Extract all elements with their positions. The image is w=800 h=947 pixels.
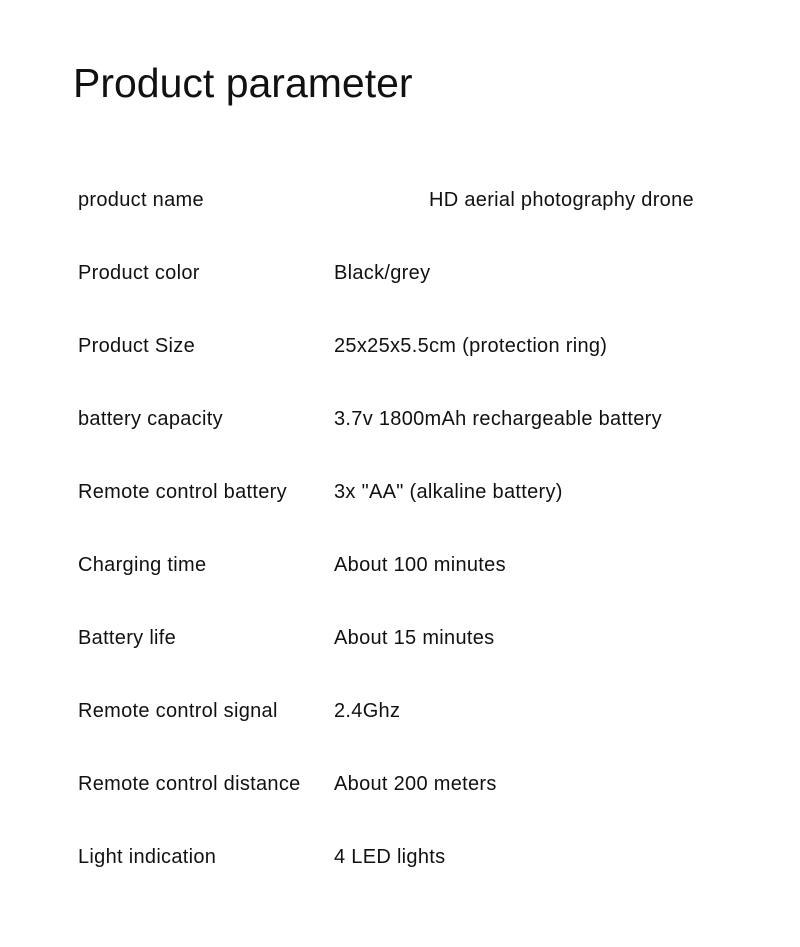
parameter-value: 3.7v 1800mAh rechargeable battery bbox=[334, 408, 662, 430]
parameter-label: Light indication bbox=[78, 846, 217, 868]
parameter-label: Product color bbox=[78, 262, 200, 284]
parameter-value: About 200 meters bbox=[334, 773, 497, 795]
parameter-row-light-indication bbox=[78, 835, 738, 908]
parameter-label: Battery life bbox=[78, 627, 177, 649]
parameter-label: Remote control battery bbox=[78, 481, 287, 503]
parameter-value: About 100 minutes bbox=[334, 554, 506, 576]
parameter-row-product-name bbox=[78, 178, 738, 251]
parameter-value: 2.4Ghz bbox=[334, 700, 401, 722]
parameter-row-charging-time bbox=[78, 543, 738, 616]
parameter-row-remote-control-battery bbox=[78, 470, 738, 543]
parameter-table bbox=[78, 178, 738, 908]
parameter-label: product name bbox=[78, 189, 204, 211]
parameter-row-battery-life bbox=[78, 616, 738, 689]
parameter-label: Product Size bbox=[78, 335, 195, 357]
parameter-label: Charging time bbox=[78, 554, 207, 576]
parameter-row-remote-control-distance bbox=[78, 762, 738, 835]
parameter-row-battery-capacity bbox=[78, 397, 738, 470]
parameter-value: About 15 minutes bbox=[334, 627, 495, 649]
parameter-value: 3x "AA" (alkaline battery) bbox=[334, 481, 563, 503]
parameter-value: Black/grey bbox=[334, 262, 431, 284]
parameter-label: battery capacity bbox=[78, 408, 223, 430]
parameter-value: HD aerial photography drone bbox=[429, 189, 694, 211]
page-title: Product parameter bbox=[73, 60, 413, 106]
parameter-label: Remote control distance bbox=[78, 773, 301, 795]
parameter-row-product-size bbox=[78, 324, 738, 397]
parameter-row-product-color bbox=[78, 251, 738, 324]
parameter-value: 4 LED lights bbox=[334, 846, 446, 868]
parameter-row-remote-control-signal bbox=[78, 689, 738, 762]
parameter-label: Remote control signal bbox=[78, 700, 278, 722]
parameter-value: 25x25x5.5cm (protection ring) bbox=[334, 335, 608, 357]
